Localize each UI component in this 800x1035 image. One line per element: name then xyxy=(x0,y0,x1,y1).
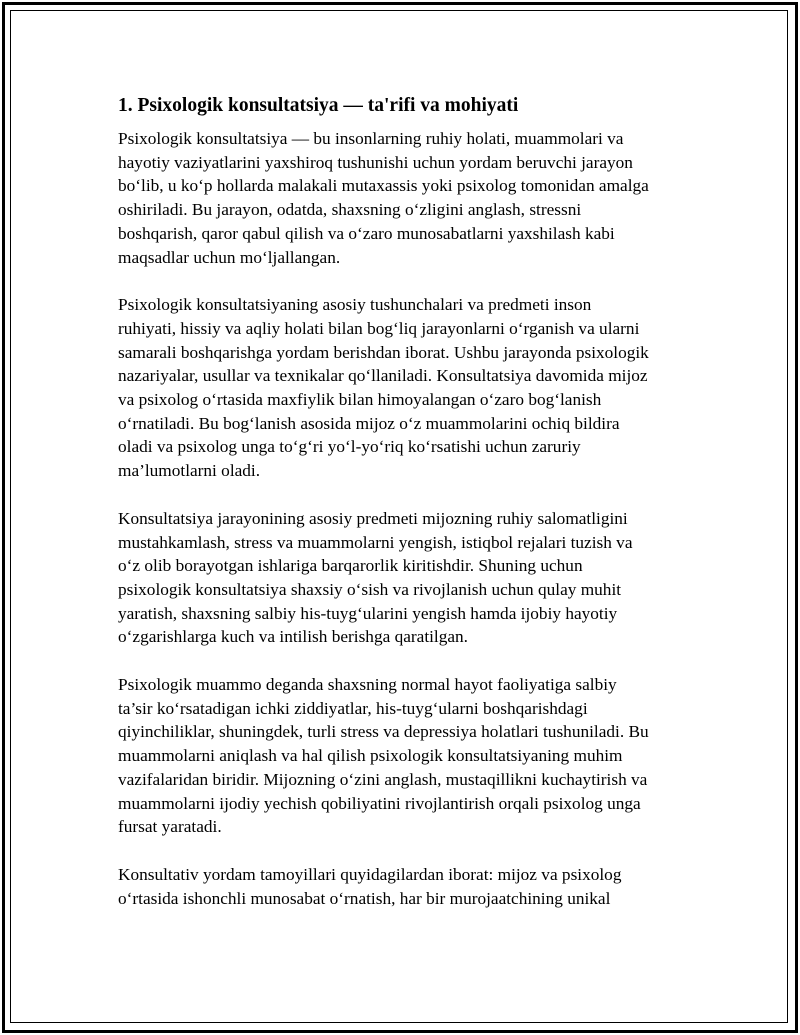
text-line: o‘rtasida ishonchli munosabat o‘rnatish, har bir murojaatchining unikal xyxy=(118,888,611,908)
text-line: Psixologik muammo deganda shaxsning normal hayot faoliyatiga salbiy xyxy=(118,675,617,695)
text-line: Psixologik konsultatsiyaning asosiy tushunchalari va predmeti inson xyxy=(118,295,592,315)
text-line: o‘rnatiladi. Bu bog‘lanish asosida mijoz o‘z muammolarini ochiq bildira xyxy=(118,413,620,433)
text-line: muammolarni aniqlash va hal qilish psixologik konsultatsiyaning muhim xyxy=(118,746,623,766)
text-line: o‘zgarishlarga kuch va intilish berishga qaratilgan. xyxy=(118,627,468,647)
text-line: yaratish, shaxsning salbiy his-tuyg‘ularini yengish hamda ijobiy hayotiy xyxy=(118,603,618,623)
text-line: samarali boshqarishga yordam berishdan iborat. Ushbu jarayonda psixologik xyxy=(118,342,649,362)
paragraph-definition xyxy=(118,127,693,269)
text-line: Konsultatsiya jarayonining asosiy predmeti mijozning ruhiy salomatligini xyxy=(118,508,628,528)
text-line: psixologik konsultatsiya shaxsiy o‘sish va rivojlanish uchun qulay muhit xyxy=(118,579,622,599)
document-body xyxy=(118,93,693,934)
text-line: va psixolog o‘rtasida maxfiylik bilan himoyalangan o‘zaro bog‘lanish xyxy=(118,390,602,410)
text-line: maqsadlar uchun mo‘ljallangan. xyxy=(118,247,341,267)
text-line: hayotiy vaziyatlarini yaxshiroq tushunishi uchun yordam beruvchi jarayon xyxy=(118,152,633,172)
text-line: qiyinchiliklar, shuningdek, turli stress va depressiya holatlari tushuniladi. Bu xyxy=(118,722,649,742)
section-heading: 1. Psixologik konsultatsiya — ta'rifi va mohiyati xyxy=(118,95,519,116)
paragraph-concepts xyxy=(118,293,693,483)
paragraph-subject xyxy=(118,507,693,649)
text-line: ta’sir ko‘rsatadigan ichki ziddiyatlar, his-tuyg‘ularni boshqarishdagi xyxy=(118,698,588,718)
text-line: bo‘lib, u ko‘p hollarda malakali mutaxassis yoki psixolog tomonidan amalga xyxy=(118,176,649,196)
text-line: Konsultativ yordam tamoyillari quyidagilardan iborat: mijoz va psixolog xyxy=(118,864,622,884)
text-line: nazariyalar, usullar va texnikalar qo‘llaniladi. Konsultatsiya davomida mijoz xyxy=(118,366,648,386)
text-line: o‘z olib borayotgan ishlariga barqarorlik kiritishdir. Shuning uchun xyxy=(118,556,583,576)
text-line: ma’lumotlarni oladi. xyxy=(118,461,261,481)
text-line: boshqarish, qaror qabul qilish va o‘zaro munosabatlarni yaxshilash kabi xyxy=(118,223,615,243)
text-line: Psixologik konsultatsiya — bu insonlarning ruhiy holati, muammolari va xyxy=(118,129,624,148)
text-line: fursat yaratadi. xyxy=(118,817,222,837)
paragraph-problem xyxy=(118,673,693,839)
text-line: oshiriladi. Bu jarayon, odatda, shaxsning o‘zligini anglash, stressni xyxy=(118,200,582,220)
text-line: vazifalaridan biridir. Mijozning o‘zini anglash, mustaqillikni kuchaytirish va xyxy=(118,769,648,789)
text-line: muammolarni ijodiy yechish qobiliyatini rivojlantirish orqali psixolog unga xyxy=(118,793,641,813)
paragraph-principles xyxy=(118,863,693,910)
text-line: ruhiyati, hissiy va aqliy holati bilan bog‘liq jarayonlarni o‘rganish va ularni xyxy=(118,318,640,338)
text-line: mustahkamlash, stress va muammolarni yengish, istiqbol rejalari tuzish va xyxy=(118,532,633,552)
text-line: oladi va psixolog unga to‘g‘ri yo‘l-yo‘riq ko‘rsatishi uchun zaruriy xyxy=(118,437,581,457)
